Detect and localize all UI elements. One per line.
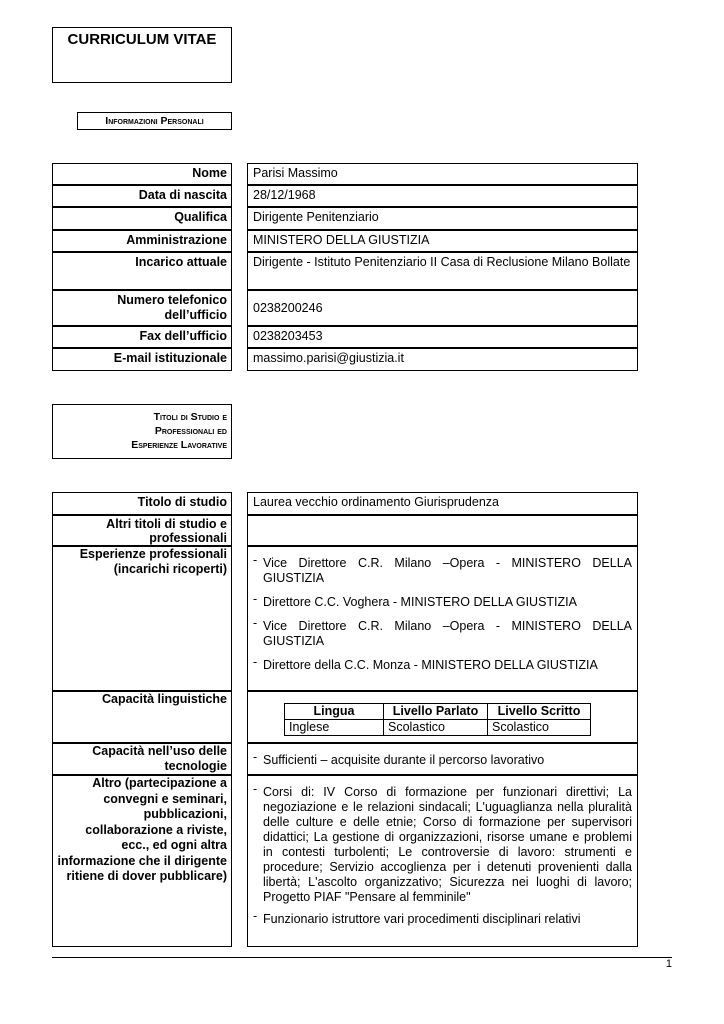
label-fax: Fax dell’ufficio [52,326,232,348]
label-amministrazione: Amministrazione [52,230,232,252]
value-esperienze [247,546,638,691]
section-studies-line-2: Professionali ed [154,425,227,437]
label-titolo-studio: Titolo di studio [52,492,232,515]
label-lingue: Capacità linguistiche [52,691,232,743]
label-altri-titoli: Altri titoli di studio e professionali [52,515,232,546]
value-nome: Parisi Massimo [247,163,638,185]
label-altro: Altro (partecipazione a convegni e seminari, pubblicazioni, collaborazione a riviste, ecc., ed ogni altra informazione che il dirigente ritiene di dover pubblicare) [52,775,232,947]
value-lingue [247,691,638,743]
value-incarico: Dirigente - Istituto Penitenziario II Casa di Reclusione Milano Bollate [247,252,638,290]
section-studies [52,404,232,459]
altro-item: - Corsi di: IV Corso di formazione per funzionari direttivi; La negoziazione e le relazioni sindacali; L'uguaglianza nella pluralità delle culture e delle etnie; Corso di formazione per supervisori didattici; La gestione di organizzazioni, risorse umane e problemi in contesti turbolenti; Le controversie di lavoro: strumenti e procedure; Servizio accoglienza per i detenuti provenienti dalla libertà; L'ascolto organizzativo; Sicurezza nei luoghi di lavoro; Progetto PIAF "Pensare al femminile" [253,785,632,905]
value-email: massimo.parisi@giustizia.it [247,348,638,371]
value-altri-titoli [247,515,638,546]
label-tecnologie: Capacità nell’uso delle tecnologie [52,743,232,775]
esperienza-item: - Direttore C.C. Voghera - MINISTERO DELLA GIUSTIZIA [253,595,632,610]
footer-divider [52,957,672,958]
cell-lingua: Inglese [285,720,384,736]
table-row [285,720,591,736]
label-telefono: Numero telefonico dell’ufficio [52,290,232,326]
title-box [52,27,232,83]
header-livello-parlato: Livello Parlato [384,704,488,720]
section-studies-line-3: Esperienze Lavorative [131,439,227,451]
label-incarico: Incarico attuale [52,252,232,290]
esperienza-item: - Vice Direttore C.R. Milano –Opera - MINISTERO DELLA GIUSTIZIA [253,556,632,586]
value-altro [247,775,638,947]
value-telefono: 0238200246 [247,290,638,326]
esperienza-item: - Vice Direttore C.R. Milano –Opera - MINISTERO DELLA GIUSTIZIA [253,619,632,649]
label-email: E-mail istituzionale [52,348,232,371]
tecnologie-item: - Sufficienti – acquisite durante il percorso lavorativo [253,753,632,768]
language-table [284,703,591,736]
label-esperienze: Esperienze professionali (incarichi ricoperti) [52,546,232,691]
label-qualifica: Qualifica [52,207,232,230]
section-personal-info: Informazioni Personali [77,112,232,130]
value-tecnologie [247,743,638,775]
value-amministrazione: MINISTERO DELLA GIUSTIZIA [247,230,638,252]
cell-livello-parlato: Scolastico [384,720,488,736]
value-titolo-studio: Laurea vecchio ordinamento Giurisprudenza [247,492,638,515]
value-data-nascita: 28/12/1968 [247,185,638,207]
language-table-header [285,704,591,720]
altro-item: - Funzionario istruttore vari procedimenti disciplinari relativi [253,912,632,927]
document-title: CURRICULUM VITAE [67,31,217,48]
header-lingua: Lingua [285,704,384,720]
section-studies-line-1: Titoli di Studio e [153,411,227,423]
value-qualifica: Dirigente Penitenziario [247,207,638,230]
value-fax: 0238203453 [247,326,638,348]
header-livello-scritto: Livello Scritto [488,704,591,720]
esperienza-item: - Direttore della C.C. Monza - MINISTERO DELLA GIUSTIZIA [253,658,632,673]
label-data-nascita: Data di nascita [52,185,232,207]
page-number: 1 [665,958,672,970]
label-nome: Nome [52,163,232,185]
cell-livello-scritto: Scolastico [488,720,591,736]
